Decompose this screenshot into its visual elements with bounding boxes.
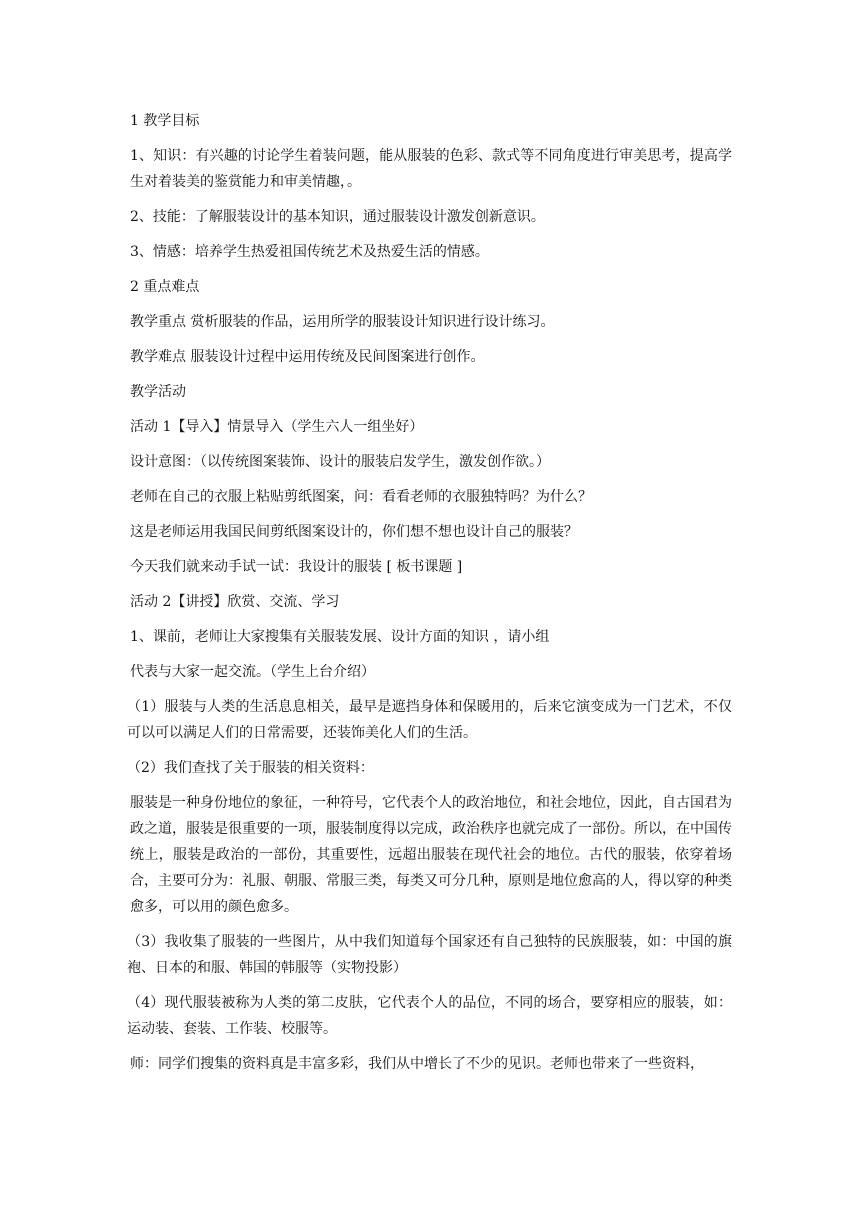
teacher-question: 老师在自己的衣服上粘贴剪纸图案，问：看看老师的衣服独特吗？为什么？ — [130, 489, 592, 505]
section-heading-objectives: 1 教学目标 — [130, 113, 200, 129]
teaching-focus: 教学重点 赏析服装的作品，运用所学的服装设计知识进行设计练习。 — [130, 314, 555, 330]
point-4: （4）现代服装被称为人类的第二皮肤，它代表个人的品位，不同的场合，要穿相应的服装，如：运动装、套装、工作装、校服等。 — [127, 995, 732, 1037]
activity-1-heading: 活动 1【导入】情景导入（学生六人一组坐好） — [130, 419, 424, 435]
objective-knowledge: 1、知识：有兴趣的讨论学生着装问题，能从服装的色彩、款式等不同角度进行审美思考，提高学生对着装美的鉴赏能力和审美情趣，。 — [130, 148, 732, 190]
clothing-history-paragraph: 服装是一种身份地位的象征，一种符号，它代表个人的政治地位，和社会地位，因此，自古国君为政之道，服装是很重要的一项，服装制度得以完成，政治秩序也就完成了一部份。所以，在中国传统上，服装是政治的一部份，其重要性，远超出服装在现代社会的地位。古代的服装，依穿着场合，主要可分为：礼服、朝服、常服三类，每类又可分几种，原则是地位愈高的人，得以穿的种类愈多，可以用的颜色愈多。 — [130, 795, 732, 915]
activity-2-heading: 活动 2【讲授】欣赏、交流、学习 — [130, 594, 340, 610]
teacher-summary: 师：同学们搜集的资料真是丰富多彩，我们从中增长了不少的见识。老师也带来了一些资料， — [130, 1056, 704, 1072]
point-1: （1）服装与人类的生活息息相关，最早是遮挡身体和保暖用的，后来它演变成为一门艺术，不仅可以可以满足人们的日常需要，还装饰美化人们的生活。 — [127, 699, 732, 741]
lesson-title-intro: 今天我们就来动手试一试：我设计的服装 [ 板书课题 ] — [130, 559, 463, 575]
design-intent: 设计意图：（以传统图案装饰、设计的服装启发学生，激发创作欲。） — [130, 454, 550, 470]
section-heading-key-points: 2 重点难点 — [130, 279, 200, 295]
teaching-difficulty: 教学难点 服装设计过程中运用传统及民间图案进行创作。 — [130, 349, 485, 365]
teacher-prompt: 这是老师运用我国民间剪纸图案设计的，你们想不想也设计自己的服装？ — [130, 524, 578, 540]
objective-emotion: 3、情感：培养学生热爱祖国传统艺术及热爱生活的情感。 — [130, 244, 489, 260]
point-3: （3）我收集了服装的一些图片，从中我们知道每个国家还有自己独特的民族服装，如：中国的旗袍、日本的和服、韩国的韩服等（实物投影） — [127, 934, 732, 976]
section-heading-activities: 教学活动 — [130, 384, 186, 400]
activity-2-step-1-cont: 代表与大家一起交流。（学生上台介绍） — [130, 664, 375, 680]
document-body — [127, 108, 732, 1086]
activity-2-step-1: 1、课前，老师让大家搜集有关服装发展、设计方面的知识 ，请小组 — [130, 629, 550, 645]
point-2: （2）我们查找了关于服装的相关资料： — [127, 760, 374, 776]
objective-skill: 2、技能：了解服装设计的基本知识，通过服装设计激发创新意识。 — [130, 209, 545, 225]
